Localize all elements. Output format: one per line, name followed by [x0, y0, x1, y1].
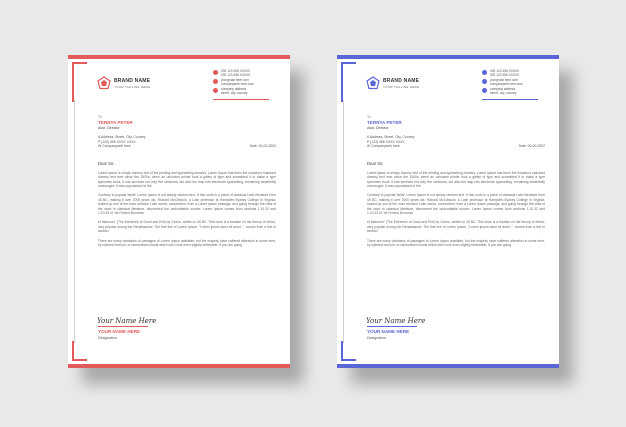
contact-address-text: company address street, city, country — [490, 87, 517, 95]
brand-logo-icon — [97, 76, 111, 90]
header-underline — [213, 99, 269, 100]
bottom-accent-bar — [337, 364, 559, 368]
signatory-name: YOUR NAME HERE — [98, 329, 141, 334]
body-paragraph: Lorem ipsum is simply dummy text of the printing and typesetting industry. Lorem Ipsum has been the industry's standard dummy text ever since the 1500s, when an unknown printer took a galley of type and scrambled it to make a type specimen book. It has survived not only five centuries, but also the leap into electronic typesetting, remaining essentially unchanged. It was popularised in the — [98, 170, 276, 188]
brand-tagline: YOUR TAGLINE HERE — [114, 85, 151, 89]
contact-block — [213, 70, 283, 98]
signature-line — [98, 326, 148, 327]
signatory-designation: Designation — [367, 336, 386, 340]
letter-body — [367, 115, 545, 247]
salutation: Dear Sir, — [367, 160, 384, 166]
recipient-role: Asst. Director — [98, 126, 120, 130]
recipient-name: TERRYA PETER — [367, 120, 402, 125]
contact-email-text: yourgmail here.com companyweb here.com — [221, 78, 254, 86]
recipient-address: A Address, Street, City, Country — [98, 135, 146, 139]
letter-date: Date: 00-00-2002 — [249, 144, 276, 149]
email-icon — [482, 79, 487, 84]
location-icon — [482, 88, 487, 93]
contact-email — [482, 79, 552, 86]
body-paragraph: Contrary to popular belief, Lorem Ipsum is not simply random text. It has roots in a piece of classical Latin literature from 45 BC, making it over 2000 years old. Richard McClintock, a Latin professor at Hampden-Sydney College in Virginia, looked up one of the more obscure Latin words, consectetur, from a Lorem Ipsum passage, and going through the cites of the word in classical literature, discovered the undoubtable source. Lorem Ipsum comes from sections 1.10.32 and 1.10.33 of "de Finibus Bonorum — [367, 193, 545, 216]
signatory-designation: Designation — [98, 336, 117, 340]
corner-frame-bottom — [341, 341, 356, 361]
signature-text: Your Name Here — [97, 317, 156, 325]
brand-name: BRAND NAME — [114, 78, 151, 84]
recipient-name: TERRYA PETER — [98, 120, 133, 125]
body-paragraph: et Malorum" (The Extremes of Good and Evil) by Cicero, written in 45 BC. This book is a treatise on the theory of ethics, very popular during the Renaissance. The first line of Lorem Ipsum, "Lorem ipsum dolor sit amet..", comes from a line in section. — [98, 220, 276, 234]
signature — [96, 313, 156, 326]
margin-rule — [343, 100, 344, 343]
bottom-accent-bar — [68, 364, 290, 368]
margin-rule — [74, 100, 75, 343]
body-paragraph: et Malorum" (The Extremes of Good and Evil) by Cicero, written in 45 BC. This book is a treatise on the theory of ethics, very popular during the Renaissance. The first line of Lorem Ipsum, "Lorem ipsum dolor sit amet..", comes from a line in section. — [367, 220, 545, 234]
recipient-address-block — [98, 135, 276, 149]
location-icon — [213, 88, 218, 93]
contact-address — [213, 88, 283, 95]
contact-phone — [213, 70, 283, 77]
web-date-row — [98, 144, 276, 149]
signatory-name: YOUR NAME HERE — [367, 329, 410, 334]
body-paragraph: Contrary to popular belief, Lorem Ipsum is not simply random text. It has roots in a piece of classical Latin literature from 45 BC, making it over 2000 years old. Richard McClintock, a Latin professor at Hampden-Sydney College in Virginia, looked up one of the more obscure Latin words, consectetur, from a Lorem Ipsum passage, and going through the cites of the word in classical literature, discovered the undoubtable source. Lorem Ipsum comes from sections 1.10.32 and 1.10.33 of "de Finibus Bonorum — [98, 193, 276, 216]
recipient-phone: P (123) 456 XXXX XXXX — [367, 139, 405, 144]
top-accent-bar — [337, 55, 559, 59]
recipient-address-block — [367, 135, 545, 149]
body-paragraph: There are many variations of passages of Lorem Ipsum available, but the majority have suffered alteration in some form, by injected humour, or randomised words which don't look even slightly believable. If you are going — [367, 238, 545, 248]
signature-text: Your Name Here — [366, 317, 425, 325]
recipient-web: W Companyweb here — [367, 144, 400, 149]
recipient-address: A Address, Street, City, Country — [367, 135, 415, 139]
salutation: Dear Sir, — [98, 160, 115, 166]
web-date-row — [367, 144, 545, 149]
corner-frame-bottom — [72, 341, 87, 361]
contact-phone-text: 000 123 456 XXXXX 000 123 456 XXXXX — [490, 69, 520, 77]
contact-address — [482, 88, 552, 95]
recipient-phone: P (123) 456 XXXX XXXX — [98, 139, 136, 144]
corner-frame-top — [341, 62, 356, 102]
contact-address-text: company address street, city, country — [221, 87, 248, 95]
letter-body — [98, 115, 276, 247]
phone-icon — [213, 70, 218, 75]
letterhead-red — [68, 55, 290, 368]
letter-date: Date: 00-00-2002 — [518, 144, 545, 149]
to-label: To — [98, 115, 102, 119]
signature-line — [367, 326, 417, 327]
contact-phone — [482, 70, 552, 77]
brand-name: BRAND NAME — [383, 78, 420, 84]
body-paragraph: Lorem ipsum is simply dummy text of the printing and typesetting industry. Lorem Ipsum has been the industry's standard dummy text ever since the 1500s, when an unknown printer took a galley of type and scrambled it to make a type specimen book. It has survived not only five centuries, but also the leap into electronic typesetting, remaining essentially unchanged. It was popularised in the — [367, 170, 545, 188]
top-accent-bar — [68, 55, 290, 59]
body-paragraph: There are many variations of passages of Lorem Ipsum available, but the majority have suffered alteration in some form, by injected humour, or randomised words which don't look even slightly believable. If you are going — [98, 238, 276, 248]
contact-block — [482, 70, 552, 98]
brand-logo-icon — [366, 76, 380, 90]
contact-email-text: yourgmail here.com companyweb here.com — [490, 78, 523, 86]
recipient-role: Asst. Director — [367, 126, 389, 130]
corner-frame-top — [72, 62, 87, 102]
phone-icon — [482, 70, 487, 75]
contact-email — [213, 79, 283, 86]
brand-tagline: YOUR TAGLINE HERE — [383, 85, 420, 89]
signature — [365, 313, 425, 326]
to-label: To — [367, 115, 371, 119]
contact-phone-text: 000 123 456 XXXXX 000 123 456 XXXXX — [221, 69, 251, 77]
email-icon — [213, 79, 218, 84]
letterhead-blue — [337, 55, 559, 368]
recipient-web: W Companyweb here — [98, 144, 131, 149]
header-underline — [482, 99, 538, 100]
